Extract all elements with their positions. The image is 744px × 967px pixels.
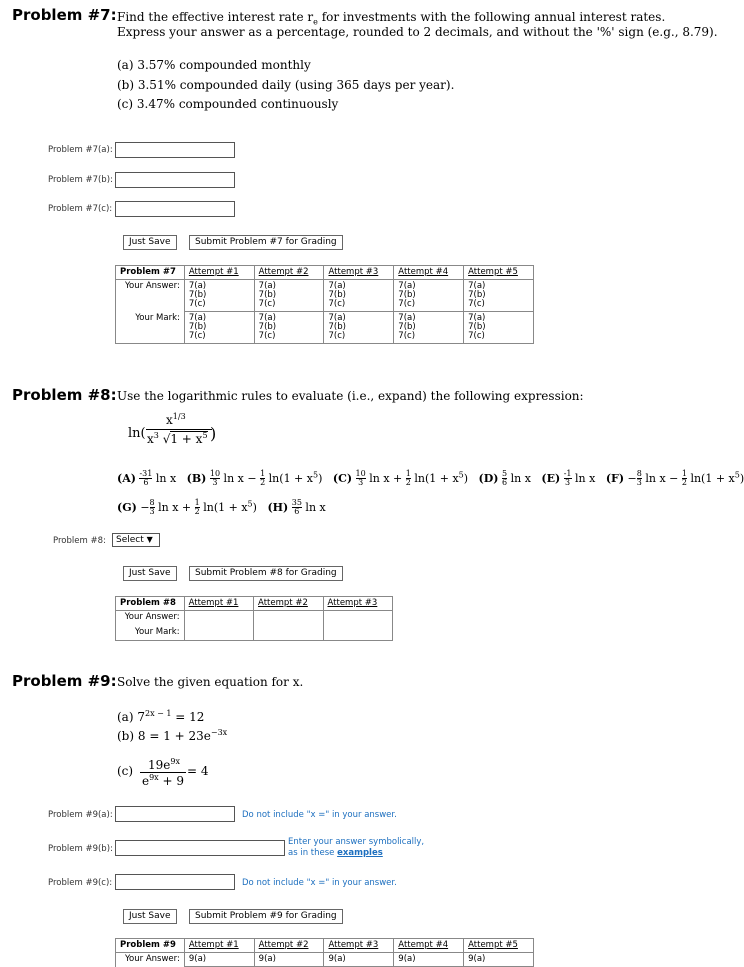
row-label-answer: Your Answer: xyxy=(116,953,185,967)
attempt-2-link[interactable]: Attempt #2 xyxy=(258,940,309,950)
cell-item: 7(a) xyxy=(328,281,346,291)
expr-denominator: $x^3$ $√1 + x^5$ xyxy=(147,431,208,446)
problem-8-options-line2 xyxy=(117,499,326,516)
problem-7b-label: Problem #7(b): xyxy=(48,175,113,185)
attempt-4-link[interactable]: Attempt #4 xyxy=(398,940,449,950)
cell-item: 7(b) xyxy=(258,322,277,332)
option-c: $(C) \frac{10}{3}$ $\ln x + \frac{1}{2}$ $\ln(1 + x^5)$ xyxy=(332,469,469,488)
problem-7-part-b: (b) 3.51% compounded daily (using 365 days per year). xyxy=(117,78,455,92)
table-row-answer xyxy=(116,611,393,626)
cell-item: 7(c) xyxy=(468,331,485,341)
equation-c-numerator: $19e^{9x}$ xyxy=(148,757,180,772)
attempt-3-link[interactable]: Attempt #3 xyxy=(328,267,379,277)
cell-item: 9(a) xyxy=(398,954,416,964)
cell-item: 7(b) xyxy=(328,322,346,332)
problem-7-text-line2: Express your answer as a percentage, rounded to 2 decimals, and without the '%' sign (e.g., 8.79). xyxy=(117,25,718,39)
problem-7-attempts-table xyxy=(115,265,534,344)
cell-item: 7(a) xyxy=(398,281,416,291)
row-label-mark: Your Mark: xyxy=(116,312,185,344)
cell-item: 7(b) xyxy=(188,322,207,332)
problem-8-just-save-button[interactable]: Just Save xyxy=(123,566,177,581)
row-label-answer: Your Answer: xyxy=(116,280,185,312)
cell-item: 7(c) xyxy=(398,331,416,341)
attempt-1-link[interactable]: Attempt #1 xyxy=(188,267,239,277)
cell-item: 7(a) xyxy=(398,313,416,323)
problem-9a-input[interactable] xyxy=(115,806,235,822)
option-b: $(B) \frac{10}{3}$ $\ln x - \frac{1}{2}$ $\ln(1 + x^5)$ xyxy=(186,469,323,488)
cell-item: 7(c) xyxy=(188,331,206,341)
cell-item: 7(a) xyxy=(258,281,276,291)
problem-7a-input[interactable] xyxy=(115,142,235,158)
attempt-1-link[interactable]: Attempt #1 xyxy=(188,598,239,608)
problem-8-options-line1 xyxy=(117,470,744,487)
cell-item: 7(b) xyxy=(398,290,416,300)
cell-item: 7(c) xyxy=(398,299,416,309)
attempt-3-link[interactable]: Attempt #3 xyxy=(328,940,379,950)
cell-item: 7(a) xyxy=(468,313,486,323)
problem-8-label: Problem #8: xyxy=(53,536,106,546)
problem-7b-input[interactable] xyxy=(115,172,235,188)
table-row-answer xyxy=(116,953,534,967)
cell-item: 7(c) xyxy=(258,331,276,341)
table-head-problem: Problem #7 xyxy=(116,266,185,280)
cell-item: 9(a) xyxy=(328,954,346,964)
problem-9-text: Solve the given equation for x. xyxy=(117,675,304,689)
attempt-4-link[interactable]: Attempt #4 xyxy=(398,267,449,277)
cell-item: 7(a) xyxy=(188,313,207,323)
problem-9-submit-button[interactable]: Submit Problem #9 for Grading xyxy=(189,909,343,924)
cell-item: 7(b) xyxy=(468,322,486,332)
cell-item: 7(a) xyxy=(258,313,276,323)
table-row-mark xyxy=(116,312,534,344)
cell-item: 7(c) xyxy=(468,299,485,309)
problem-9a-label: Problem #9(a): xyxy=(48,810,113,820)
problem-7c-input[interactable] xyxy=(115,201,235,217)
cell-item: 7(c) xyxy=(188,299,206,309)
option-d: $(D) \frac{5}{6}$ ln x xyxy=(478,469,531,488)
attempt-3-link[interactable]: Attempt #3 xyxy=(327,598,378,608)
cell-item: 7(c) xyxy=(328,331,346,341)
problem-7-text-line1: Find the effective interest rate $r_e$ for investments with the following annual interest rates. xyxy=(117,10,666,27)
cell-item: 7(a) xyxy=(468,281,486,291)
cell-item: 7(a) xyxy=(328,313,346,323)
problem-9-title: Problem #9: xyxy=(12,672,117,690)
problem-7a-label: Problem #7(a): xyxy=(48,145,113,155)
row-label-answer: Your Answer: xyxy=(116,611,185,626)
option-a: $(A) \frac{-31}{6}$ ln x xyxy=(117,469,177,488)
fraction-bar xyxy=(146,429,212,430)
problem-7-title: Problem #7: xyxy=(12,6,117,24)
problem-7c-label: Problem #7(c): xyxy=(48,204,113,214)
cell-item: 7(c) xyxy=(328,299,346,309)
expr-numerator: $x^{1/3}$ xyxy=(166,412,186,427)
attempt-1-link[interactable]: Attempt #1 xyxy=(188,940,239,950)
problem-7-part-c: (c) 3.47% compounded continuously xyxy=(117,97,339,111)
row-label-mark: Your Mark: xyxy=(116,626,185,641)
examples-link[interactable]: examples xyxy=(337,848,383,858)
problem-8-attempts-table xyxy=(115,596,393,641)
problem-9c-note: Do not include "x =" in your answer. xyxy=(242,878,397,888)
option-h: $(H) \frac{35}{6}$ ln x xyxy=(267,498,326,517)
attempt-5-link[interactable]: Attempt #5 xyxy=(468,940,518,950)
problem-9b-label: Problem #9(b): xyxy=(48,844,113,854)
attempt-5-link[interactable]: Attempt #5 xyxy=(468,267,518,277)
problem-9a-note: Do not include "x =" in your answer. xyxy=(242,810,397,820)
cell-item: 7(b) xyxy=(328,290,346,300)
cell-item: 9(a) xyxy=(188,954,207,964)
table-row-answer xyxy=(116,280,534,312)
cell-item: 7(b) xyxy=(398,322,416,332)
cell-item: 7(a) xyxy=(188,281,207,291)
problem-9-just-save-button[interactable]: Just Save xyxy=(123,909,177,924)
cell-item: 7(c) xyxy=(258,299,276,309)
cell-item: 7(b) xyxy=(258,290,277,300)
problem-7-part-a: (a) 3.57% compounded monthly xyxy=(117,58,311,72)
problem-9-equation-b: (b) $8 = 1 + 23e^{-3x}$ xyxy=(117,728,228,743)
problem-9b-input[interactable] xyxy=(115,840,285,856)
problem-9b-note: Enter your answer symbolically, as in these examples xyxy=(288,837,425,858)
problem-8-submit-button[interactable]: Submit Problem #8 for Grading xyxy=(189,566,343,581)
equation-c-denominator: $e^{9x} + 9$ xyxy=(141,773,185,788)
problem-8-select[interactable]: Select ▼ xyxy=(112,533,160,547)
table-head-problem: Problem #8 xyxy=(116,597,185,611)
option-f: $(F) -\frac{8}{3}$ $\ln x - \frac{1}{2}$ $\ln(1 + x^5)$ xyxy=(605,469,744,488)
cell-item: 7(b) xyxy=(188,290,207,300)
chevron-down-icon: ▼ xyxy=(146,535,153,544)
table-head-problem: Problem #9 xyxy=(116,939,185,953)
problem-7-submit-button[interactable]: Submit Problem #7 for Grading xyxy=(189,235,343,250)
attempt-2-link[interactable]: Attempt #2 xyxy=(258,598,308,608)
option-e: $(E) \frac{-1}{3}$ ln x xyxy=(541,469,596,488)
cell-item: 9(a) xyxy=(258,954,276,964)
problem-9c-input[interactable] xyxy=(115,874,235,890)
attempt-2-link[interactable]: Attempt #2 xyxy=(258,267,309,277)
problem-7-just-save-button[interactable]: Just Save xyxy=(123,235,177,250)
problem-8-text: Use the logarithmic rules to evaluate (i.e., expand) the following expression: xyxy=(117,389,584,403)
cell-item: 7(b) xyxy=(468,290,486,300)
problem-8-title: Problem #8: xyxy=(12,386,117,404)
problem-9-attempts-table xyxy=(115,938,534,967)
problem-9-equation-a: (a) $7^{2x - 1} = 12$ xyxy=(117,709,205,724)
problem-9c-label: Problem #9(c): xyxy=(48,878,113,888)
option-g: $(G) -\frac{8}{3}$ $\ln x + \frac{1}{2}$ $\ln(1 + x^5)$ xyxy=(117,498,257,517)
cell-item: 9(a) xyxy=(468,954,486,964)
